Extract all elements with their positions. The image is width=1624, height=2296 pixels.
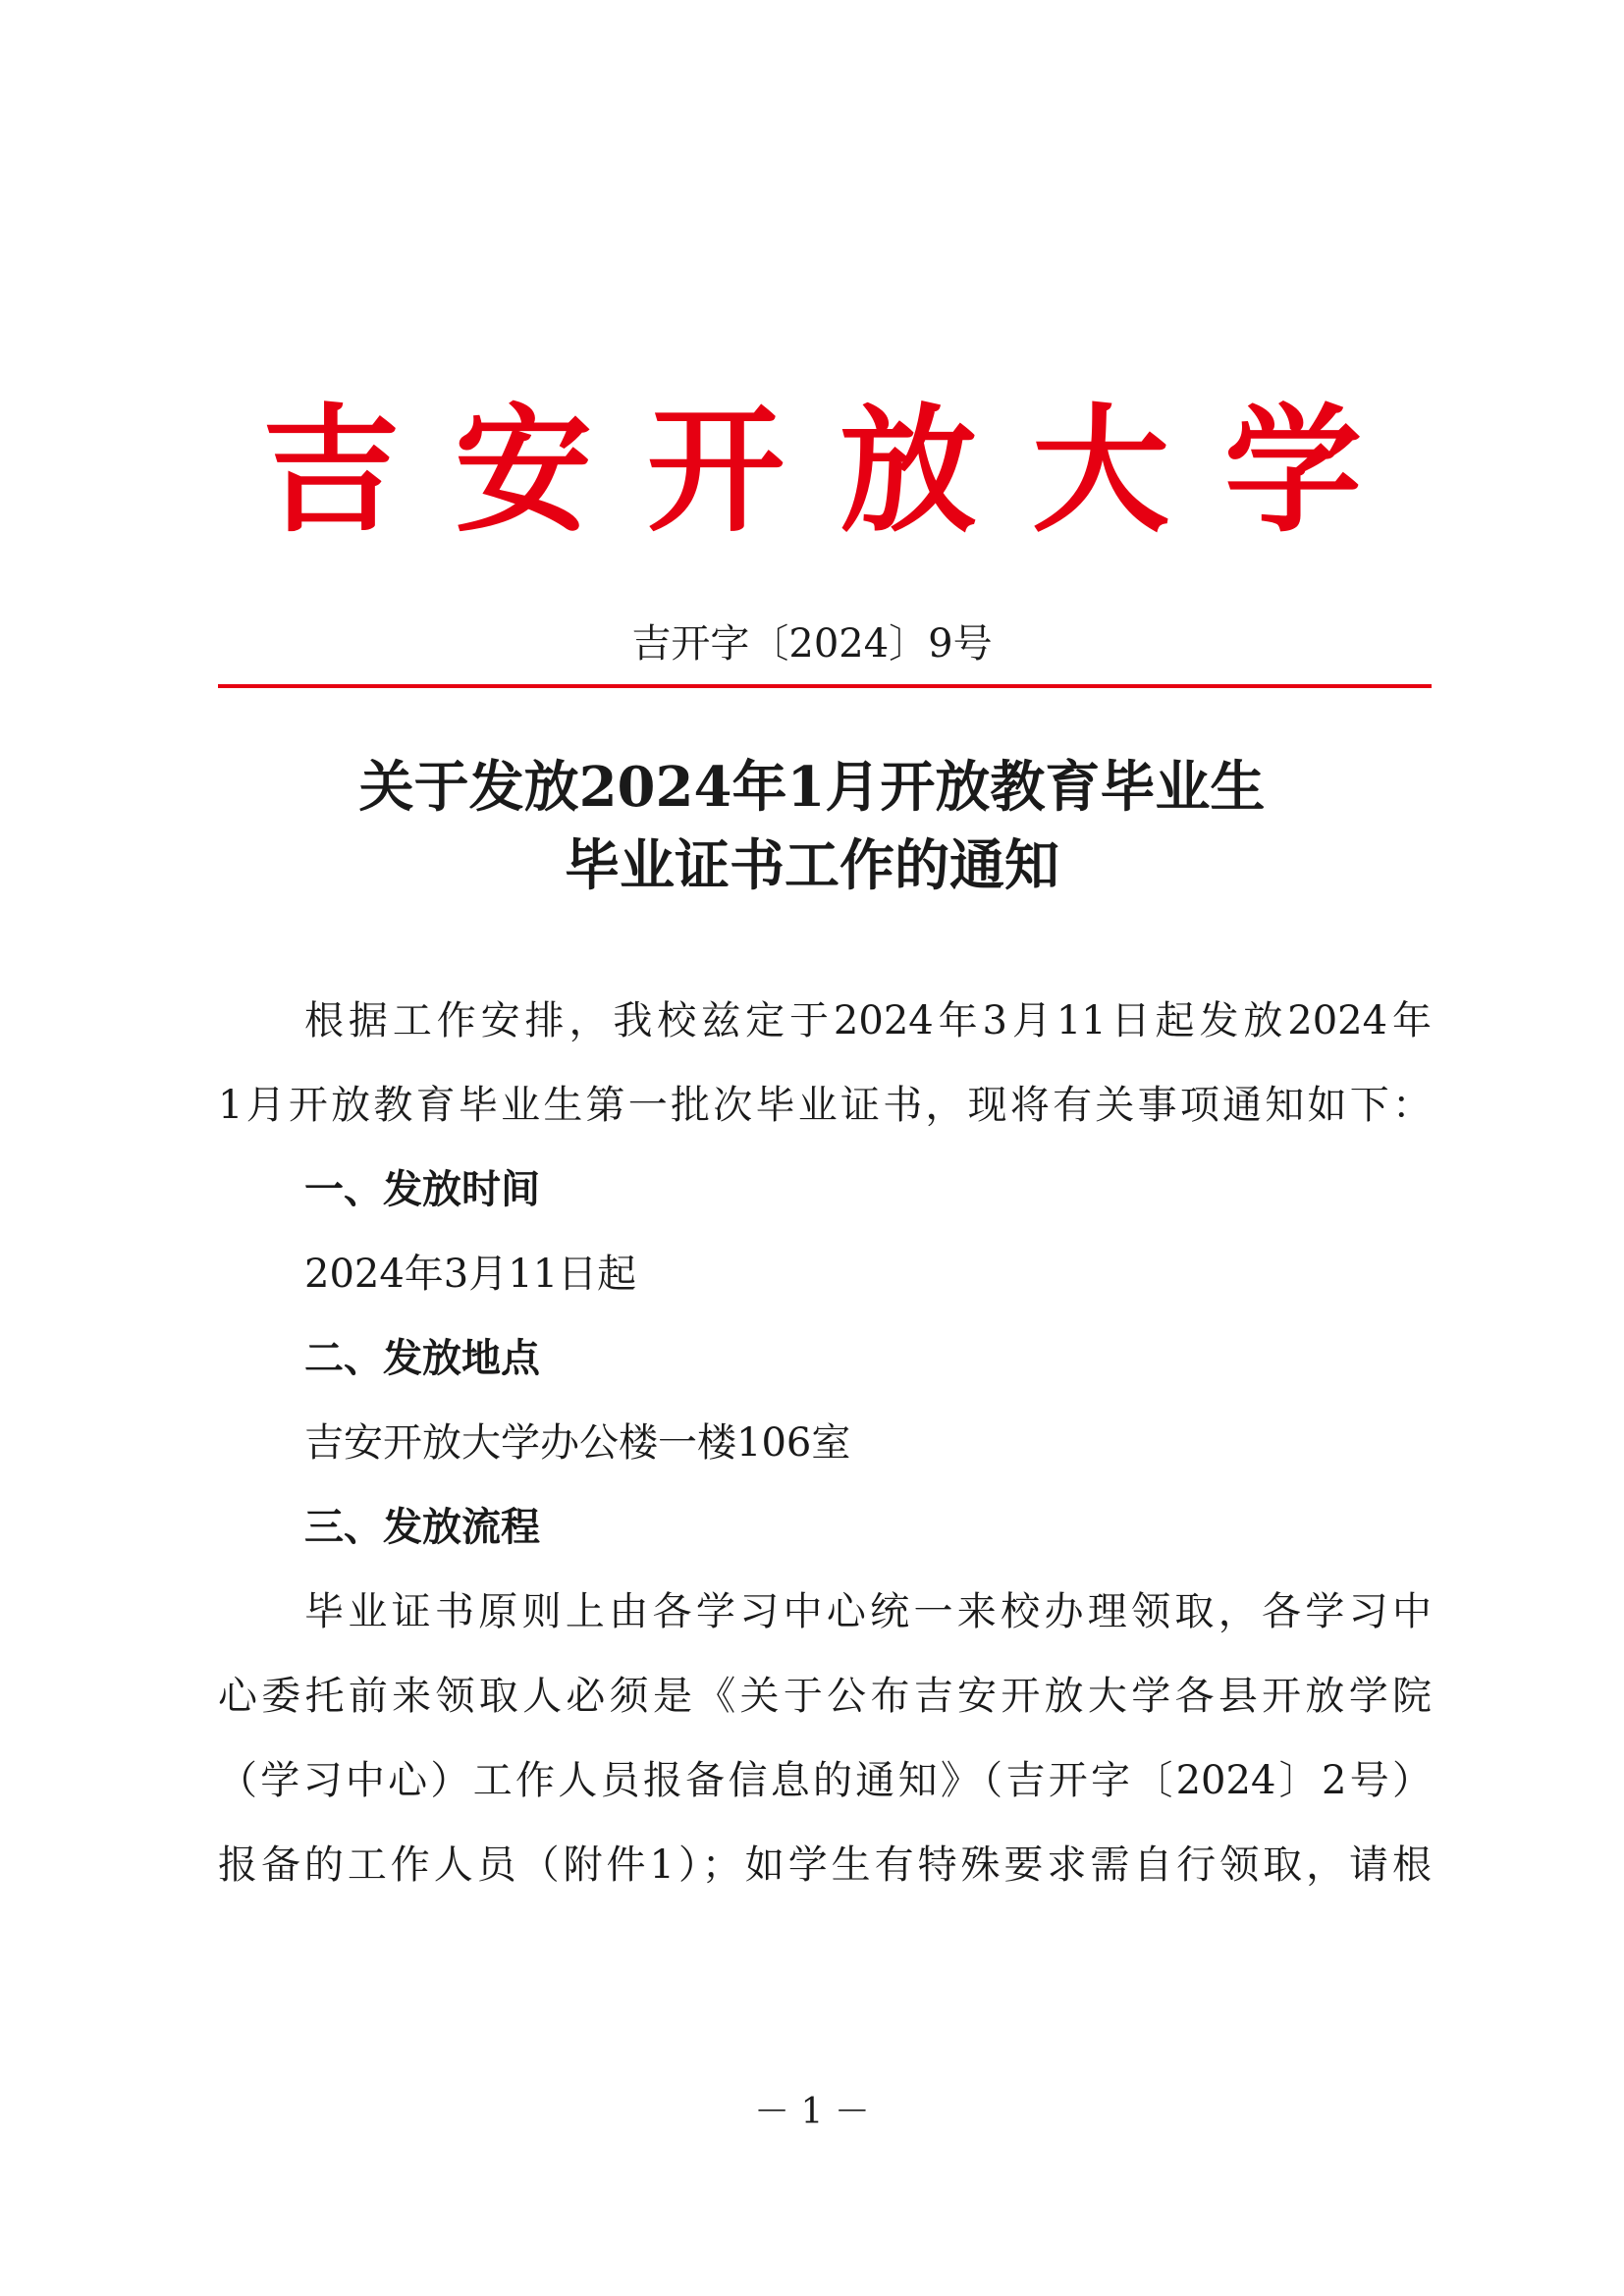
process-paragraph-line-3: （学习中心）工作人员报备信息的通知》（吉开字〔2024〕2号）: [218, 1758, 1432, 1803]
section-heading-time: 一、发放时间: [304, 1167, 540, 1212]
masthead-org-name: 吉安开放大学: [261, 391, 1417, 552]
process-paragraph-line-1: 毕业证书原则上由各学习中心统一来校办理领取，各学习中: [304, 1589, 1432, 1634]
section-heading-location: 二、发放地点: [304, 1336, 540, 1381]
section-text-time: 2024年3月11日起: [304, 1252, 637, 1297]
document-number: 吉开字〔2024〕9号: [631, 621, 993, 667]
process-paragraph-line-2: 心委托前来领取人必须是《关于公布吉安开放大学各县开放学院: [218, 1674, 1432, 1719]
intro-paragraph-line-1: 根据工作安排，我校兹定于2024年3月11日起发放2024年: [304, 998, 1432, 1043]
process-paragraph-line-4: 报备的工作人员（附件1）；如学生有特殊要求需自行领取，请根: [218, 1842, 1432, 1888]
section-heading-process: 三、发放流程: [304, 1505, 540, 1550]
notice-title-line-1: 关于发放2024年1月开放教育毕业生: [358, 755, 1266, 820]
page-number: － 1 －: [754, 2092, 870, 2132]
intro-paragraph-line-2: 1月开放教育毕业生第一批次毕业证书，现将有关事项通知如下：: [218, 1083, 1432, 1128]
red-divider-line: [218, 684, 1432, 688]
section-text-location: 吉安开放大学办公楼一楼106室: [304, 1420, 851, 1466]
notice-title-line-2: 毕业证书工作的通知: [565, 833, 1059, 898]
